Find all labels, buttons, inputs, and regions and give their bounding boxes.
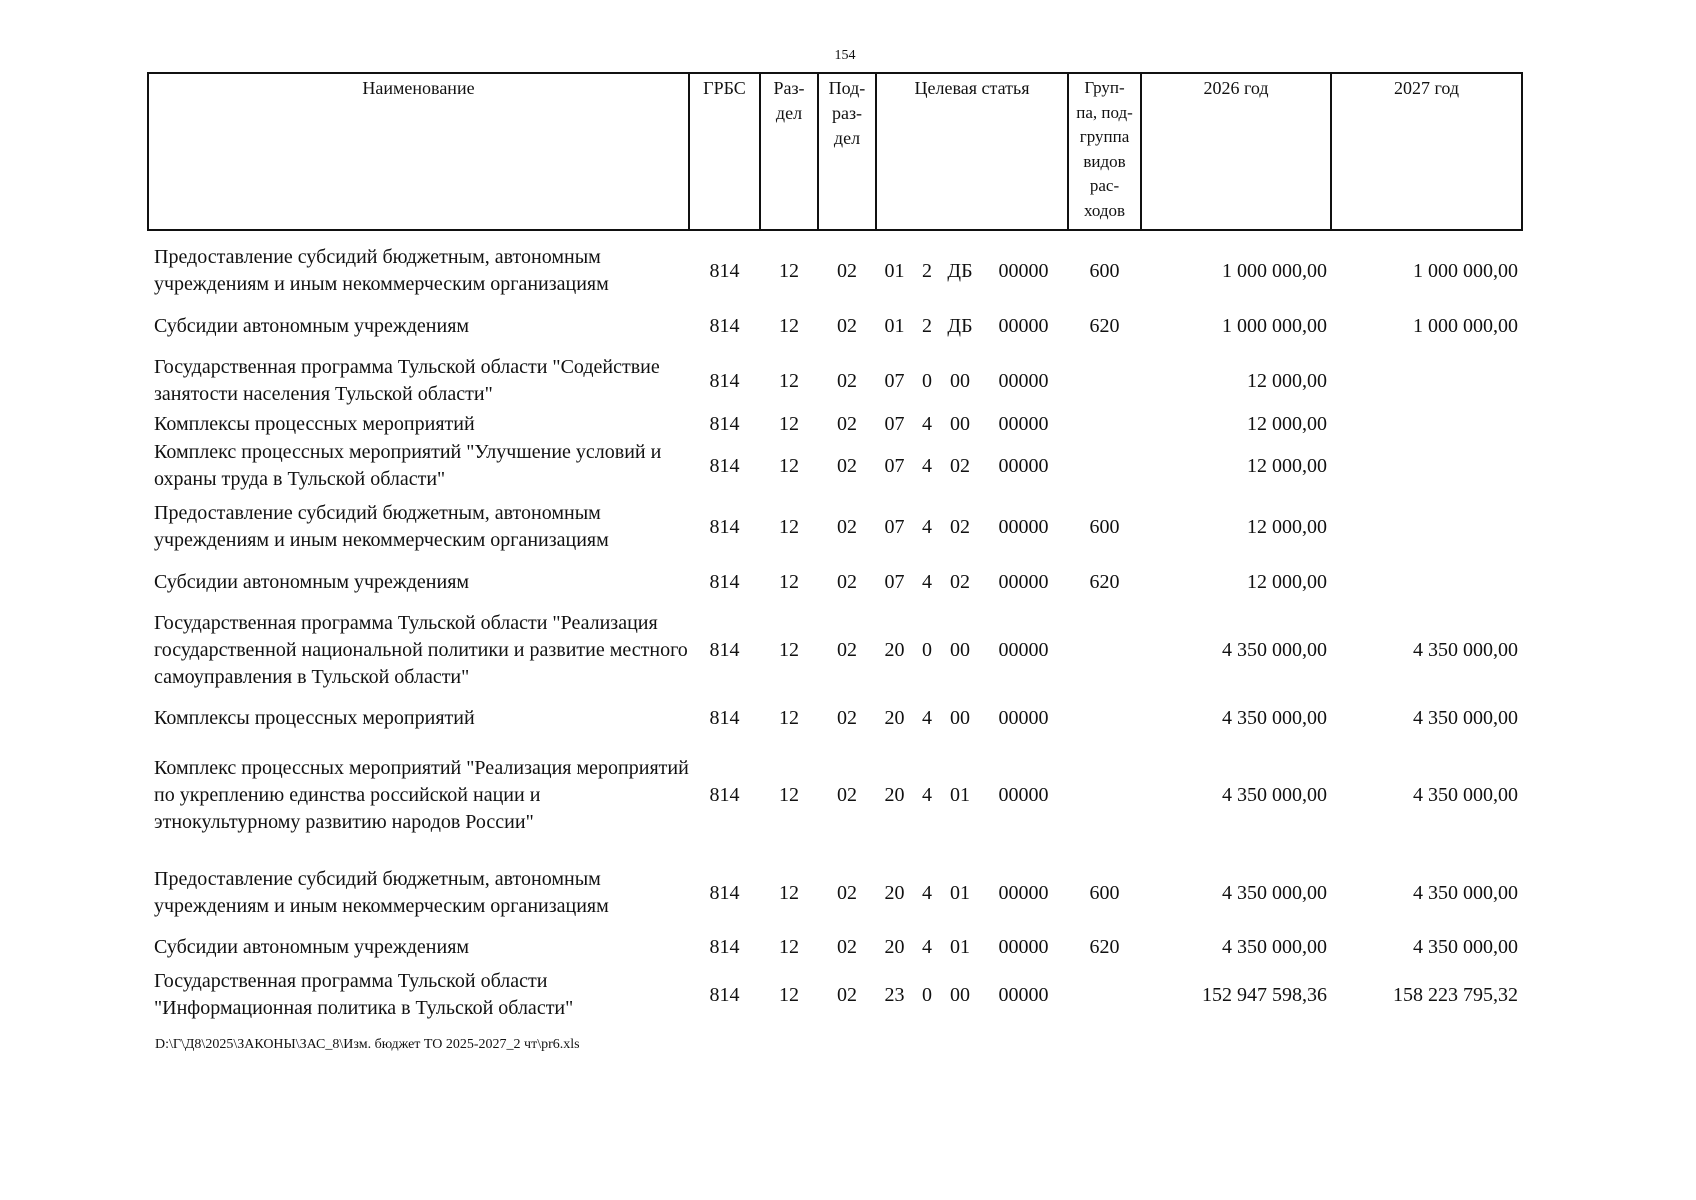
row-target-type: 4 (922, 881, 932, 904)
table-row (148, 927, 1522, 967)
row-expense-type (1068, 603, 1141, 697)
row-target-program: 20 (884, 881, 905, 904)
row-grbs: 814 (709, 515, 740, 538)
row-amount-2027 (1331, 439, 1522, 493)
row-target-group: 02 (950, 454, 970, 477)
row-podrazdel: 02 (837, 454, 857, 477)
row-amount-2026: 1 000 000,00 (1222, 259, 1328, 282)
row-target-program: 07 (884, 515, 905, 538)
row-amount-2026: 12 000,00 (1247, 515, 1328, 538)
row-razdel: 12 (779, 983, 799, 1006)
file-path-footer: D:\Г\Д8\2025\ЗАКОНЫ\ЗАС_8\Изм. бюджет ТО 2025-2027_2 чт\pr6.xls (155, 1037, 580, 1052)
page-number: 154 (834, 48, 856, 63)
row-name: Комплексы процессных мероприятий (154, 412, 475, 435)
row-target-program: 01 (884, 259, 905, 282)
row-podrazdel: 02 (837, 515, 857, 538)
row-target-direction: 00000 (998, 369, 1049, 392)
row-target-direction: 00000 (998, 638, 1049, 661)
table-row (148, 243, 1522, 299)
row-grbs: 814 (709, 412, 740, 435)
row-target-program: 20 (884, 638, 905, 661)
header-grbs: ГРБС (689, 73, 760, 230)
row-razdel: 12 (779, 706, 799, 729)
row-name: Государственная программа Тульской области "Содействие занятости населения Тульской области" (154, 356, 660, 405)
row-amount-2027: 158 223 795,32 (1393, 983, 1519, 1006)
row-amount-2026: 152 947 598,36 (1202, 983, 1328, 1006)
row-expense-type: 600 (1089, 259, 1120, 282)
row-razdel: 12 (779, 881, 799, 904)
row-amount-2027 (1331, 561, 1522, 603)
row-grbs: 814 (709, 454, 740, 477)
row-expense-type: 620 (1089, 935, 1120, 958)
row-expense-type: 600 (1089, 515, 1120, 538)
table-header (148, 73, 1522, 230)
row-target-program: 07 (884, 369, 905, 392)
header-podrazdel: Под- раз- дел (818, 73, 876, 230)
table-row (148, 967, 1522, 1023)
row-amount-2027 (1331, 353, 1522, 409)
row-target-type: 2 (922, 259, 932, 282)
header-razdel: Раз- дел (760, 73, 818, 230)
row-target-group: 01 (950, 935, 970, 958)
row-amount-2027: 1 000 000,00 (1413, 259, 1519, 282)
row-target-direction: 00000 (998, 983, 1049, 1006)
row-podrazdel: 02 (837, 706, 857, 729)
row-target-program: 07 (884, 454, 905, 477)
row-amount-2027: 4 350 000,00 (1413, 706, 1519, 729)
row-target-group: 00 (950, 706, 970, 729)
row-name: Предоставление субсидий бюджетным, автономным учреждениям и иным некоммерческим организациям (154, 868, 609, 917)
row-amount-2026: 12 000,00 (1247, 570, 1328, 593)
table-row (148, 561, 1522, 603)
row-amount-2026: 12 000,00 (1247, 412, 1328, 435)
row-name: Комплекс процессных мероприятий "Улучшение условий и охраны труда в Тульской области" (154, 441, 662, 490)
row-name: Субсидии автономным учреждениям (154, 935, 470, 958)
header-gruppa-vidov-raskhodov: Груп- па, под- группа видов рас- ходов (1068, 73, 1141, 230)
row-target-type: 4 (922, 706, 932, 729)
row-podrazdel: 02 (837, 784, 857, 806)
row-target-direction: 00000 (998, 259, 1049, 282)
row-grbs: 814 (709, 314, 740, 337)
row-target-direction: 00000 (998, 935, 1049, 958)
row-target-group: 00 (950, 369, 970, 392)
row-target-group: ДБ (947, 314, 973, 337)
row-podrazdel: 02 (837, 983, 857, 1006)
row-amount-2026: 1 000 000,00 (1222, 314, 1328, 337)
header-year-2026: 2026 год (1141, 73, 1331, 230)
row-target-program: 23 (884, 983, 905, 1006)
row-amount-2027 (1331, 493, 1522, 561)
row-razdel: 12 (779, 515, 799, 538)
row-grbs: 814 (709, 983, 740, 1006)
row-podrazdel: 02 (837, 412, 857, 435)
row-grbs: 814 (709, 784, 740, 806)
row-name: Предоставление субсидий бюджетным, автономным учреждениям и иным некоммерческим организациям (154, 502, 609, 551)
row-amount-2027: 1 000 000,00 (1413, 314, 1519, 337)
row-podrazdel: 02 (837, 881, 857, 904)
row-name: Субсидии автономным учреждениям (154, 314, 470, 337)
row-amount-2027 (1331, 409, 1522, 439)
row-podrazdel: 02 (837, 314, 857, 337)
row-target-direction: 00000 (998, 515, 1049, 538)
row-expense-type: 620 (1089, 570, 1120, 593)
row-expense-type (1068, 697, 1141, 739)
row-grbs: 814 (709, 706, 740, 729)
row-amount-2026: 12 000,00 (1247, 454, 1328, 477)
row-target-type: 4 (922, 412, 932, 435)
row-name: Государственная программа Тульской области "Реализация государственной национальной политики и развитие местного самоуправления в Тульской области" (154, 611, 688, 688)
table-row (148, 739, 1522, 859)
header-tselevaya-statya: Целевая статья (876, 73, 1068, 230)
row-target-type: 0 (922, 638, 932, 661)
row-expense-type: 620 (1089, 314, 1120, 337)
row-target-program: 07 (884, 412, 905, 435)
row-amount-2026: 4 350 000,00 (1222, 935, 1328, 958)
table-row (148, 439, 1522, 493)
row-target-direction: 00000 (998, 706, 1049, 729)
row-podrazdel: 02 (837, 638, 857, 661)
row-razdel: 12 (779, 570, 799, 593)
row-amount-2027: 4 350 000,00 (1413, 638, 1519, 661)
row-razdel: 12 (779, 259, 799, 282)
row-podrazdel: 02 (837, 259, 857, 282)
budget-table (147, 72, 1523, 1023)
row-grbs: 814 (709, 369, 740, 392)
row-target-direction: 00000 (998, 881, 1049, 904)
row-name: Предоставление субсидий бюджетным, автономным учреждениям и иным некоммерческим организациям (154, 246, 609, 295)
row-amount-2027: 4 350 000,00 (1413, 881, 1519, 904)
row-target-type: 4 (922, 935, 932, 958)
header-year-2027: 2027 год (1331, 73, 1522, 230)
budget-table-wrapper (147, 72, 1521, 1023)
row-amount-2027: 4 350 000,00 (1413, 935, 1519, 958)
row-amount-2026: 4 350 000,00 (1222, 638, 1328, 661)
header-name: Наименование (148, 73, 689, 230)
row-target-type: 0 (922, 983, 932, 1006)
row-target-direction: 00000 (998, 784, 1049, 806)
row-target-direction: 00000 (998, 412, 1049, 435)
row-target-group: 00 (950, 638, 970, 661)
row-razdel: 12 (779, 935, 799, 958)
row-target-type: 4 (922, 570, 932, 593)
row-podrazdel: 02 (837, 935, 857, 958)
row-razdel: 12 (779, 784, 799, 806)
row-amount-2026: 12 000,00 (1247, 369, 1328, 392)
row-razdel: 12 (779, 369, 799, 392)
table-row (148, 603, 1522, 697)
row-expense-type (1068, 353, 1141, 409)
row-target-program: 20 (884, 784, 905, 806)
table-row (148, 697, 1522, 739)
row-target-group: ДБ (947, 259, 973, 282)
row-target-group: 00 (950, 412, 970, 435)
row-target-type: 2 (922, 314, 932, 337)
table-row (148, 409, 1522, 439)
row-podrazdel: 02 (837, 570, 857, 593)
row-target-type: 4 (922, 454, 932, 477)
row-grbs: 814 (709, 935, 740, 958)
row-amount-2026: 4 350 000,00 (1222, 706, 1328, 729)
row-amount-2026: 4 350 000,00 (1222, 881, 1328, 904)
row-name: Комплекс процессных мероприятий "Реализация мероприятий по укреплению единства российской нации и этнокультурному развитию народов России" (154, 757, 689, 833)
row-target-type: 4 (922, 784, 932, 806)
row-razdel: 12 (779, 314, 799, 337)
row-name: Комплексы процессных мероприятий (154, 706, 475, 729)
row-target-group: 02 (950, 570, 970, 593)
row-name: Государственная программа Тульской области "Информационная политика в Тульской области" (154, 970, 574, 1019)
table-row (148, 859, 1522, 927)
row-target-group: 01 (950, 784, 970, 806)
row-expense-type (1068, 409, 1141, 439)
row-amount-2027: 4 350 000,00 (1413, 784, 1519, 806)
row-grbs: 814 (709, 570, 740, 593)
row-razdel: 12 (779, 412, 799, 435)
row-target-direction: 00000 (998, 570, 1049, 593)
row-target-program: 07 (884, 570, 905, 593)
table-body (148, 230, 1522, 1023)
table-row (148, 353, 1522, 409)
row-expense-type (1068, 739, 1141, 859)
row-target-group: 01 (950, 881, 970, 904)
row-expense-type (1068, 439, 1141, 493)
row-expense-type: 600 (1089, 881, 1120, 904)
row-target-program: 20 (884, 706, 905, 729)
table-row (148, 299, 1522, 353)
row-target-direction: 00000 (998, 314, 1049, 337)
row-razdel: 12 (779, 638, 799, 661)
row-target-program: 20 (884, 935, 905, 958)
row-grbs: 814 (709, 881, 740, 904)
row-expense-type (1068, 967, 1141, 1023)
row-name: Субсидии автономным учреждениям (154, 570, 470, 593)
row-grbs: 814 (709, 259, 740, 282)
row-target-type: 0 (922, 369, 932, 392)
row-target-group: 02 (950, 515, 970, 538)
row-podrazdel: 02 (837, 369, 857, 392)
row-razdel: 12 (779, 454, 799, 477)
row-target-group: 00 (950, 983, 970, 1006)
row-grbs: 814 (709, 638, 740, 661)
row-target-type: 4 (922, 515, 932, 538)
row-target-program: 01 (884, 314, 905, 337)
row-target-direction: 00000 (998, 454, 1049, 477)
row-amount-2026: 4 350 000,00 (1222, 784, 1328, 806)
table-row (148, 493, 1522, 561)
